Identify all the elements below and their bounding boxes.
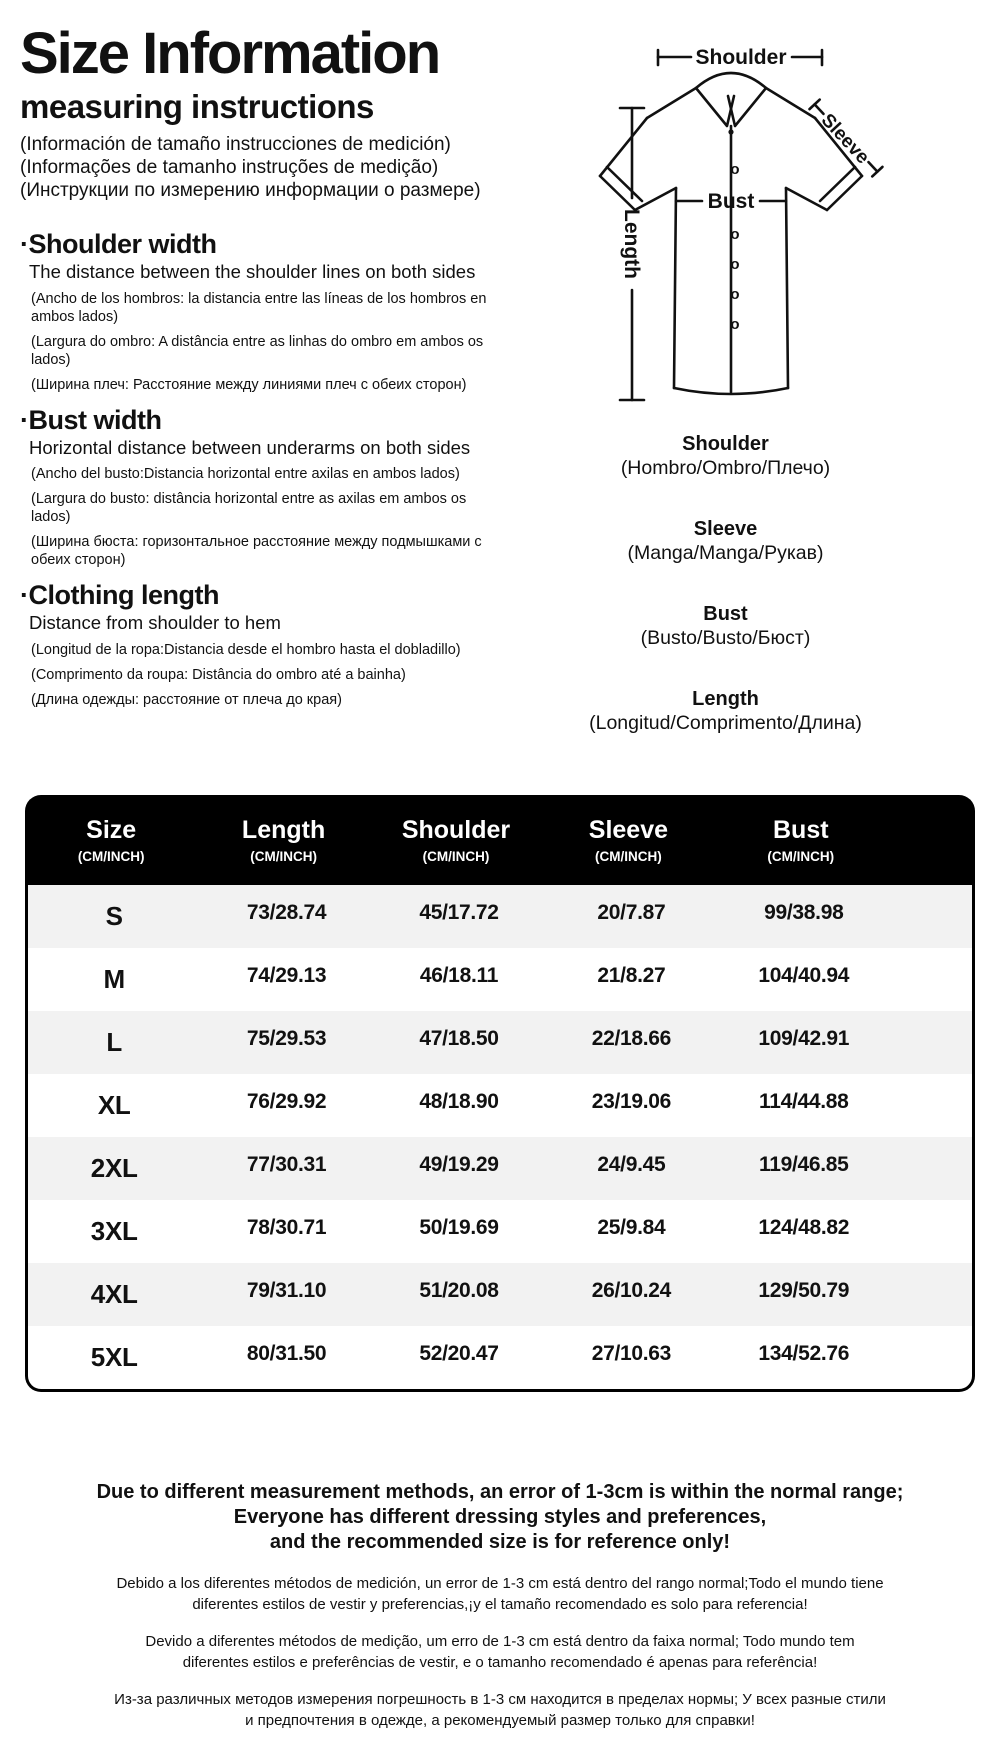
- shirt-button: o: [730, 316, 740, 333]
- cell-size: 3XL: [90, 1216, 138, 1246]
- disclaimer-russian-line: и предпочтения в одежде, а рекомендуемый размер только для справки!: [245, 1712, 755, 1729]
- section-clothing-length: [20, 581, 535, 709]
- legend-entry-length: [548, 687, 903, 735]
- cell-size: M: [103, 964, 125, 994]
- size-table-header: [25, 795, 975, 885]
- masthead-translations: [20, 133, 555, 202]
- table-row-4xl: [28, 1263, 972, 1326]
- section-shoulder-width: [20, 230, 535, 394]
- cell-bust: 124/48.82: [758, 1216, 850, 1239]
- legend-translation: (Longitud/Comprimento/Длина): [589, 712, 862, 734]
- cell-sleeve: 20/7.87: [597, 901, 666, 924]
- cell-sleeve: 24/9.45: [597, 1153, 666, 1176]
- section-bust-width: [20, 406, 535, 570]
- section-translation-es: (Ancho del busto:Distancia horizontal entre axilas en ambos lados): [31, 466, 460, 483]
- shirt-button: o: [730, 256, 740, 273]
- diagram-shoulder-label: Shoulder: [695, 46, 787, 69]
- cell-length: 73/28.74: [246, 901, 327, 924]
- section-title: ·Clothing length: [20, 580, 219, 611]
- cell-shoulder: 51/20.08: [419, 1279, 499, 1302]
- cell-shoulder: 45/17.72: [419, 901, 499, 924]
- section-title: ·Bust width: [20, 404, 162, 435]
- cell-length: 78/30.71: [246, 1216, 327, 1239]
- shirt-button: o: [730, 226, 740, 243]
- footer-disclaimers: [0, 1480, 1000, 1737]
- disclaimer-spanish: [0, 1573, 1000, 1615]
- table-row-xl: [28, 1074, 972, 1137]
- legend-entry-sleeve: [548, 517, 903, 565]
- header-cell-bust: Bust (CM/INCH): [767, 816, 835, 864]
- section-translation-es: (Longitud de la ropa:Distancia desde el hombro hasta el dobladillo): [31, 641, 461, 658]
- section-translation-es: (Ancho de los hombros: la distancia entre las líneas de los hombros en ambos lados): [31, 290, 487, 325]
- disclaimer-portuguese-line: Devido a diferentes métodos de medição, um erro de 1-3 cm está dentro da faixa normal; Todo mundo tem: [145, 1633, 855, 1650]
- table-row-5xl: [28, 1326, 972, 1389]
- legend-term: Bust: [703, 603, 748, 625]
- shirt-diagram: [550, 38, 905, 423]
- header-cell-shoulder: Shoulder (CM/INCH): [401, 816, 511, 864]
- diagram-length-label: Length: [620, 209, 643, 279]
- cell-sleeve: 21/8.27: [597, 964, 666, 987]
- cell-size: L: [106, 1027, 122, 1057]
- masthead-translation-ru: (Инструкции по измерению информации о размере): [20, 179, 481, 201]
- page-title: Size Information: [20, 21, 440, 86]
- shirt-button: o: [730, 161, 740, 178]
- table-row-2xl: [28, 1137, 972, 1200]
- cell-size: S: [105, 901, 123, 931]
- legend-translation: (Hombro/Ombro/Плечо): [620, 457, 831, 479]
- cell-length: 75/29.53: [246, 1027, 327, 1050]
- disclaimer-english-line: and the recommended size is for reference only!: [269, 1531, 731, 1553]
- cell-shoulder: 52/20.47: [419, 1342, 499, 1365]
- cell-length: 76/29.92: [246, 1090, 327, 1113]
- cell-bust: 109/42.91: [758, 1027, 850, 1050]
- disclaimer-russian: [0, 1689, 1000, 1731]
- cell-length: 79/31.10: [246, 1279, 327, 1302]
- disclaimer-spanish-line: diferentes estilos de vestir y preferencias,¡y el tamaño recomendado es solo para referencia!: [192, 1596, 808, 1613]
- diagram-sleeve-label: Sleeve: [816, 109, 874, 169]
- cell-sleeve: 26/10.24: [591, 1279, 672, 1302]
- page-subtitle: measuring instructions: [20, 87, 374, 125]
- cell-shoulder: 49/19.29: [419, 1153, 499, 1176]
- disclaimer-russian-line: Из-за различных методов измерения погрешность в 1-3 см находится в пределах нормы; У всех разные стили: [114, 1691, 886, 1708]
- masthead-translation-pt: (Informações de tamanho instruções de medição): [20, 156, 439, 178]
- cell-bust: 129/50.79: [758, 1279, 850, 1302]
- section-description: Distance from shoulder to hem: [29, 612, 281, 634]
- disclaimer-spanish-line: Debido a los diferentes métodos de medición, un error de 1-3 cm está dentro del rango normal;Todo el mundo tiene: [116, 1575, 884, 1592]
- cell-bust: 134/52.76: [758, 1342, 850, 1365]
- legend-term: Shoulder: [682, 433, 769, 455]
- disclaimer-portuguese-line: diferentes estilos e preferências de vestir, e o tamanho recomendado é apenas para referência!: [182, 1654, 818, 1671]
- cell-shoulder: 46/18.11: [419, 964, 499, 987]
- header-cell-sleeve: Sleeve (CM/INCH): [588, 816, 669, 864]
- section-translation-ru: (Длина одежды: расстояние от плеча до края): [31, 691, 342, 708]
- masthead: [20, 21, 555, 202]
- cell-size: 4XL: [90, 1279, 138, 1309]
- cell-sleeve: 22/18.66: [591, 1027, 672, 1050]
- cell-sleeve: 25/9.84: [597, 1216, 666, 1239]
- disclaimer-english-line: Due to different measurement methods, an error of 1-3cm is within the normal range;: [96, 1481, 904, 1503]
- cell-bust: 119/46.85: [759, 1153, 849, 1176]
- section-title: ·Shoulder width: [20, 229, 217, 259]
- legend-term: Sleeve: [693, 518, 758, 540]
- header-cell-length: Length (CM/INCH): [241, 816, 326, 864]
- cell-bust: 104/40.94: [758, 964, 850, 987]
- disclaimer-portuguese: [0, 1631, 1000, 1673]
- legend-entry-shoulder: [548, 432, 903, 480]
- cell-shoulder: 50/19.69: [419, 1216, 499, 1239]
- section-translation-ru: (Ширина бюста: горизонтальное расстояние между подмышками с обеих сторон): [31, 534, 482, 569]
- section-translation-pt: (Largura do ombro: A distância entre as linhas do ombro em ambos os lados): [31, 333, 484, 368]
- size-table: [25, 795, 975, 1392]
- table-row-m: [28, 948, 972, 1011]
- cell-sleeve: 23/19.06: [591, 1090, 672, 1113]
- size-table-body: [25, 885, 975, 1392]
- disclaimer-english: [0, 1480, 1000, 1555]
- table-row-s: [28, 885, 972, 948]
- section-description: Horizontal distance between underarms on both sides: [29, 436, 471, 458]
- cell-size: 2XL: [90, 1153, 138, 1183]
- header-cell-size: Size (CM/INCH): [77, 816, 145, 864]
- diagram-legend: [548, 432, 903, 772]
- table-row-3xl: [28, 1200, 972, 1263]
- disclaimer-english-line: Everyone has different dressing styles and preferences,: [233, 1506, 767, 1528]
- legend-translation: (Manga/Manga/Рукав): [627, 542, 824, 564]
- cell-size: 5XL: [90, 1342, 138, 1372]
- cell-sleeve: 27/10.63: [591, 1342, 672, 1365]
- measurement-sections: [20, 230, 535, 721]
- cell-bust: 114/44.88: [759, 1090, 849, 1113]
- section-description: The distance between the shoulder lines on both sides: [29, 261, 476, 283]
- masthead-translation-es: (Información de tamaño instrucciones de medición): [20, 133, 451, 155]
- legend-term: Length: [692, 688, 759, 710]
- section-translation-pt: (Comprimento da roupa: Distância do ombro até a bainha): [31, 666, 406, 683]
- legend-translation: (Busto/Busto/Бюст): [640, 627, 811, 649]
- diagram-bust-label: Bust: [707, 190, 755, 213]
- cell-length: 77/30.31: [246, 1153, 327, 1176]
- section-translation-ru: (Ширина плеч: Расстояние между линиями плеч с обеих сторон): [31, 376, 467, 393]
- cell-shoulder: 48/18.90: [419, 1090, 499, 1113]
- section-translation-pt: (Largura do busto: distância horizontal entre as axilas em ambos os lados): [31, 491, 467, 526]
- cell-length: 74/29.13: [246, 964, 327, 987]
- cell-bust: 99/38.98: [764, 901, 844, 924]
- table-row-l: [28, 1011, 972, 1074]
- cell-shoulder: 47/18.50: [419, 1027, 499, 1050]
- cell-length: 80/31.50: [246, 1342, 327, 1365]
- shirt-button: o: [730, 286, 740, 303]
- legend-entry-bust: [548, 602, 903, 650]
- cell-size: XL: [97, 1090, 131, 1120]
